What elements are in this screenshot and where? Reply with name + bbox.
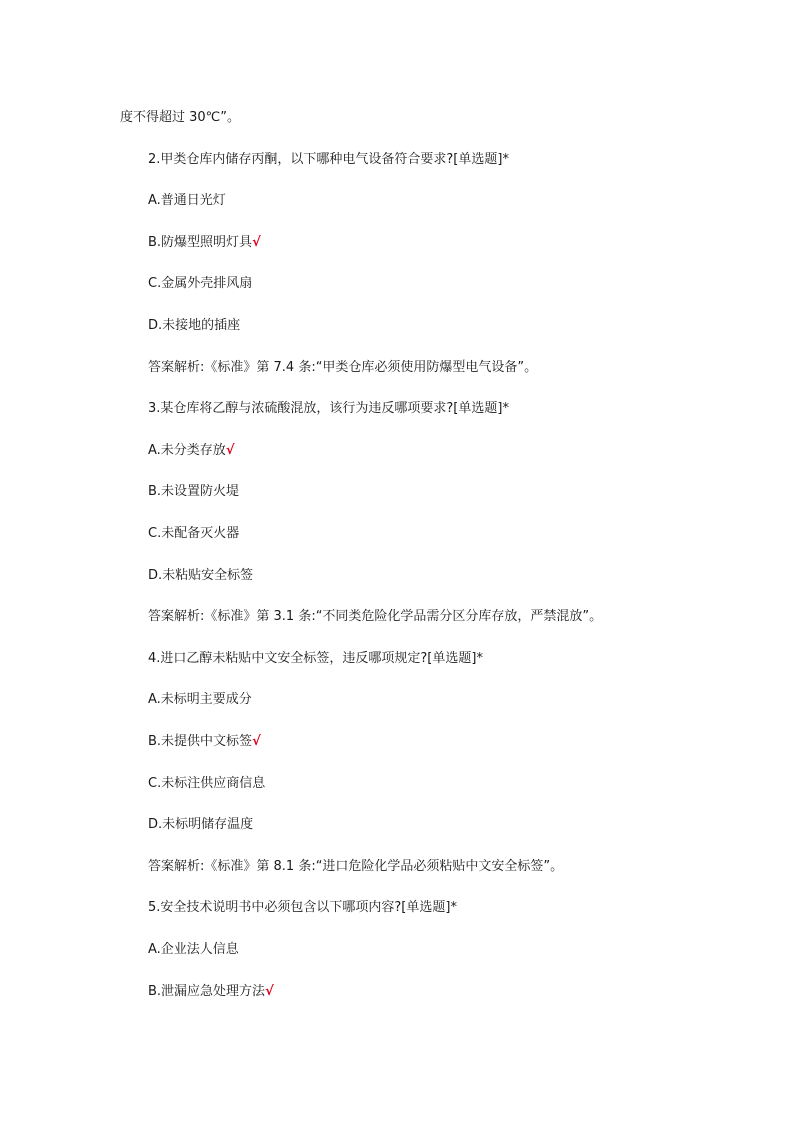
check-icon: √: [265, 984, 274, 999]
option-4a: A.未标明主要成分: [148, 692, 252, 707]
option-2d: D.未接地的插座: [148, 318, 241, 333]
answer-explanation-4: 答案解析:《标准》第 8.1 条:“进口危险化学品必须粘贴中文安全标签”。: [148, 859, 564, 874]
option-5b: B.泄漏应急处理方法√: [148, 984, 274, 999]
question-3: 3.某仓库将乙醇与浓硫酸混放，该行为违反哪项要求?[单选题]*: [148, 401, 509, 416]
option-3d: D.未粘贴安全标签: [148, 568, 254, 583]
answer-explanation-3: 答案解析:《标准》第 3.1 条:“不同类危险化学品需分区分库存放，严禁混放”。: [148, 609, 603, 624]
option-2a: A.普通日光灯: [148, 193, 226, 208]
option-4c: C.未标注供应商信息: [148, 776, 266, 791]
option-5a: A.企业法人信息: [148, 942, 239, 957]
option-3b: B.未设置防火堤: [148, 484, 240, 499]
question-5: 5.安全技术说明书中必须包含以下哪项内容?[单选题]*: [148, 900, 457, 915]
check-icon: √: [252, 734, 261, 749]
option-4b: B.未提供中文标签√: [148, 734, 261, 749]
option-3a: A.未分类存放√: [148, 443, 235, 458]
check-icon: √: [252, 235, 261, 250]
continuation-text: 度不得超过 30℃”。: [120, 110, 241, 125]
option-2c: C.金属外壳排风扇: [148, 276, 253, 291]
check-icon: √: [225, 443, 235, 458]
option-3c: C.未配备灭火器: [148, 526, 240, 541]
question-2: 2.甲类仓库内储存丙酮，以下哪种电气设备符合要求?[单选题]*: [148, 152, 509, 167]
option-2b: B.防爆型照明灯具√: [148, 235, 261, 250]
option-4d: D.未标明储存温度: [148, 817, 254, 832]
question-4: 4.进口乙醇未粘贴中文安全标签，违反哪项规定?[单选题]*: [148, 651, 483, 666]
answer-explanation-2: 答案解析:《标准》第 7.4 条:“甲类仓库必须使用防爆型电气设备”。: [148, 360, 538, 375]
